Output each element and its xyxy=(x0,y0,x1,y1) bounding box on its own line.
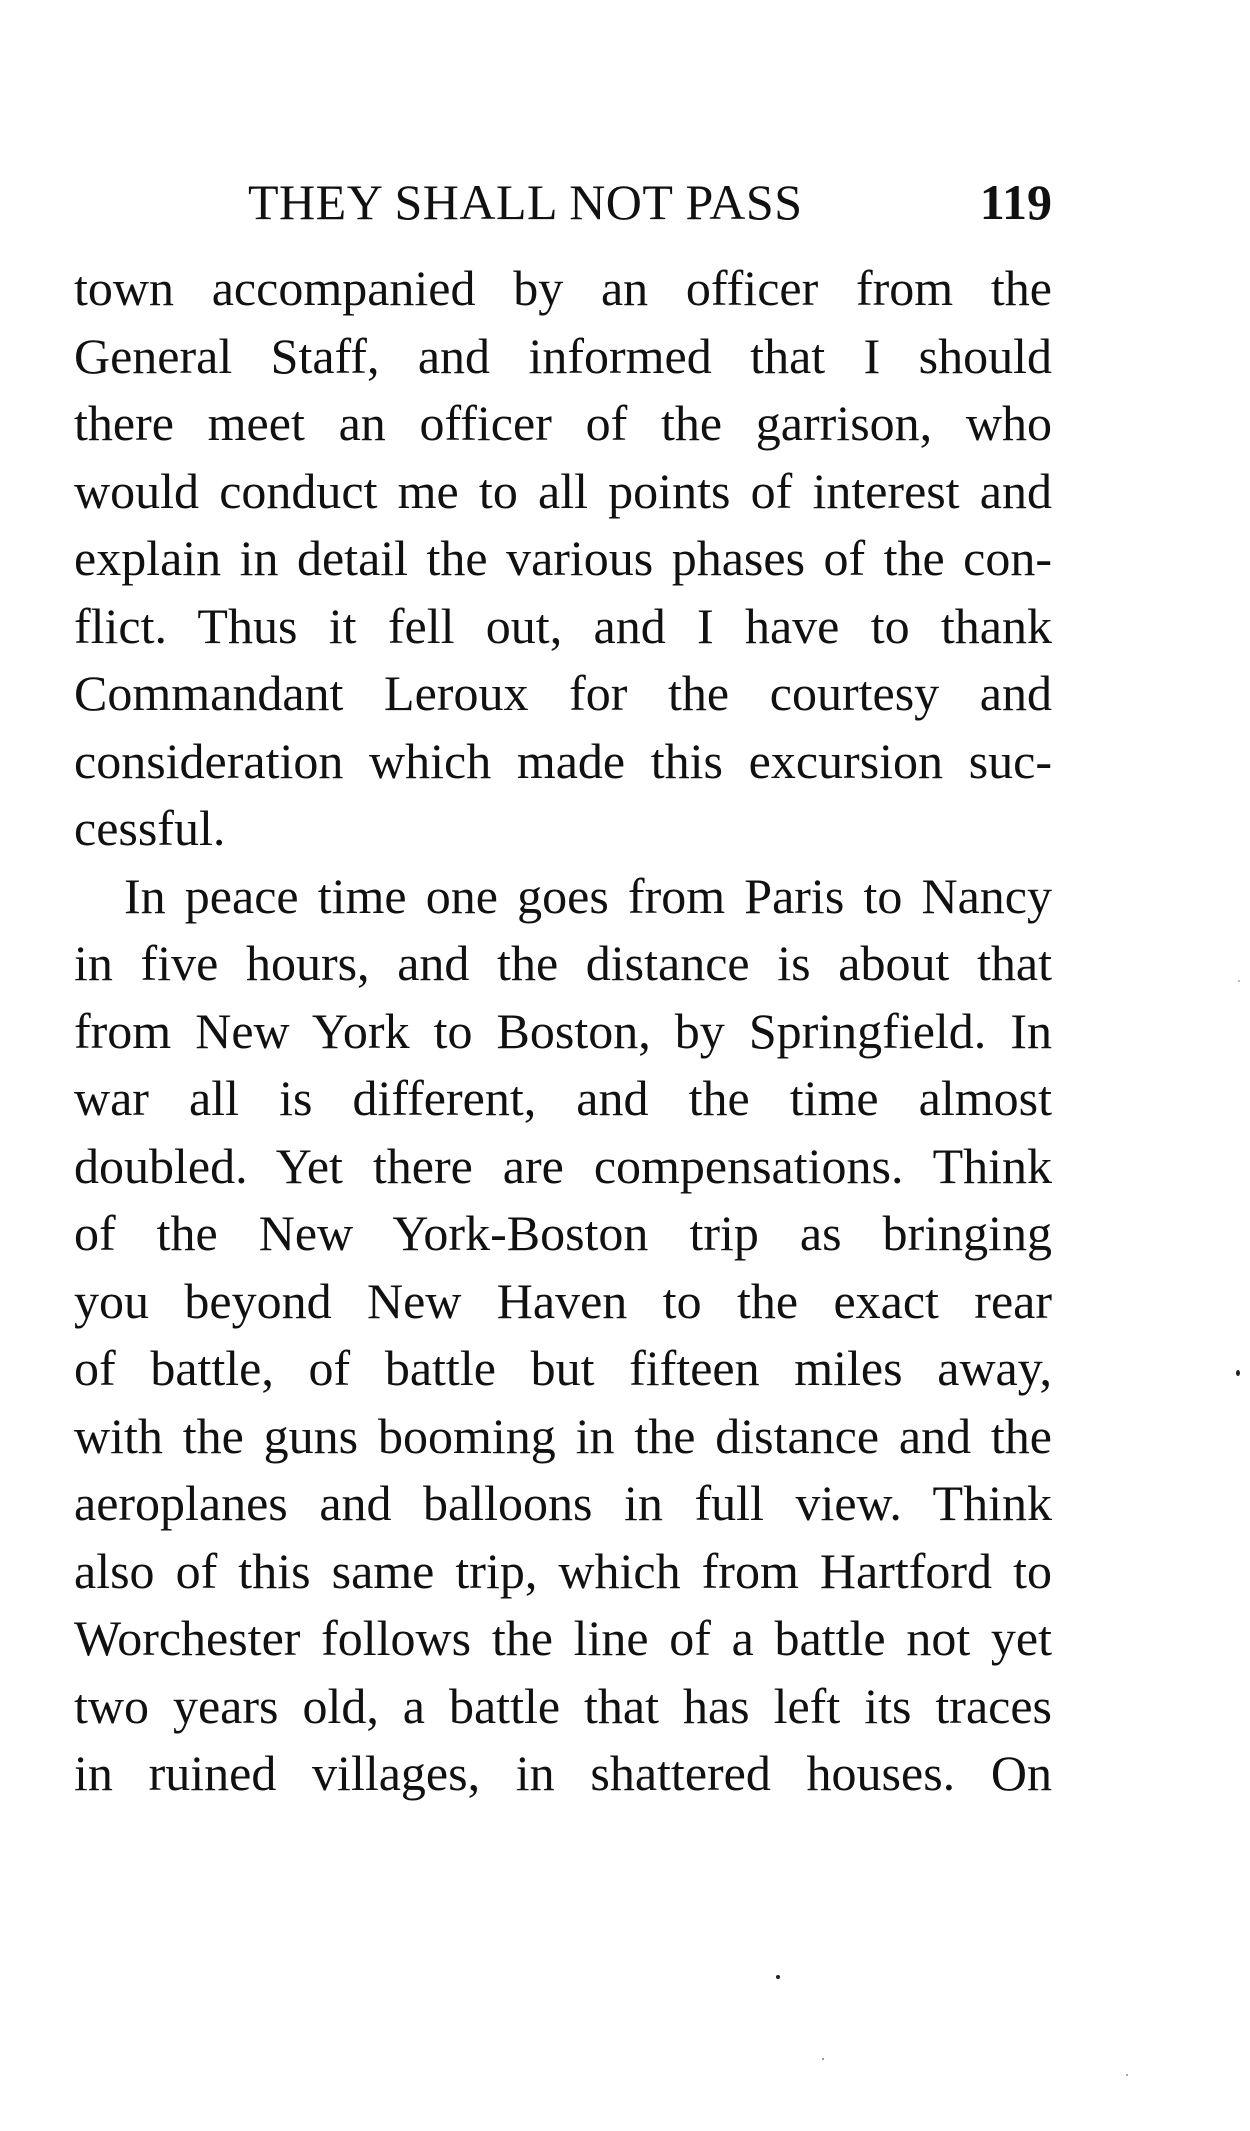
text-line: aeroplanes and balloons in full view. Think xyxy=(74,1475,1052,1531)
running-title: THEY SHALL NOT PASS xyxy=(248,174,803,230)
scan-speck xyxy=(1236,1370,1240,1376)
text-line: cessful. xyxy=(74,800,226,856)
text-line: with the guns booming in the distance and the xyxy=(74,1407,1052,1464)
scan-speck xyxy=(822,2058,824,2060)
text-line: from New York to Boston, by Springfield. In xyxy=(74,1002,1052,1059)
text-line: would conduct me to all points of interest and xyxy=(74,462,1052,519)
running-header xyxy=(74,172,1052,232)
text-line: war all is different, and the time almost xyxy=(74,1070,1052,1126)
paragraph xyxy=(74,863,1052,1808)
text-line: Worchester follows the line of a battle not yet xyxy=(74,1610,1052,1666)
text-line: in ruined villages, in shattered houses. On xyxy=(74,1745,1052,1801)
text-line: In peace time one goes from Paris to Nancy xyxy=(124,867,1052,924)
scan-speck xyxy=(1238,980,1240,982)
text-line: two years old, a battle that has left its traces xyxy=(74,1677,1052,1734)
page-number: 119 xyxy=(979,174,1052,230)
text-line: also of this same trip, which from Hartford to xyxy=(74,1542,1052,1599)
text-line: General Staff, and informed that I should xyxy=(74,327,1052,384)
text-line: doubled. Yet there are compensations. Think xyxy=(74,1137,1052,1194)
text-line: Commandant Leroux for the courtesy and xyxy=(74,665,1052,721)
text-line: flict. Thus it fell out, and I have to thank xyxy=(74,597,1052,654)
text-line: consideration which made this excursion suc- xyxy=(74,732,1052,789)
text-line: explain in detail the various phases of the con- xyxy=(74,530,1052,586)
text-line: in five hours, and the distance is about that xyxy=(74,935,1052,991)
body-text xyxy=(74,255,1052,1808)
text-line: you beyond New Haven to the exact rear xyxy=(74,1272,1052,1329)
text-line: there meet an officer of the garrison, who xyxy=(74,395,1052,451)
paragraph xyxy=(74,255,1052,863)
scan-speck xyxy=(776,1975,780,1979)
text-line: town accompanied by an officer from the xyxy=(74,260,1052,316)
scan-speck xyxy=(1126,2074,1128,2076)
text-line: of the New York-Boston trip as bringing xyxy=(74,1205,1052,1261)
text-line: of battle, of battle but fifteen miles away, xyxy=(74,1340,1052,1396)
